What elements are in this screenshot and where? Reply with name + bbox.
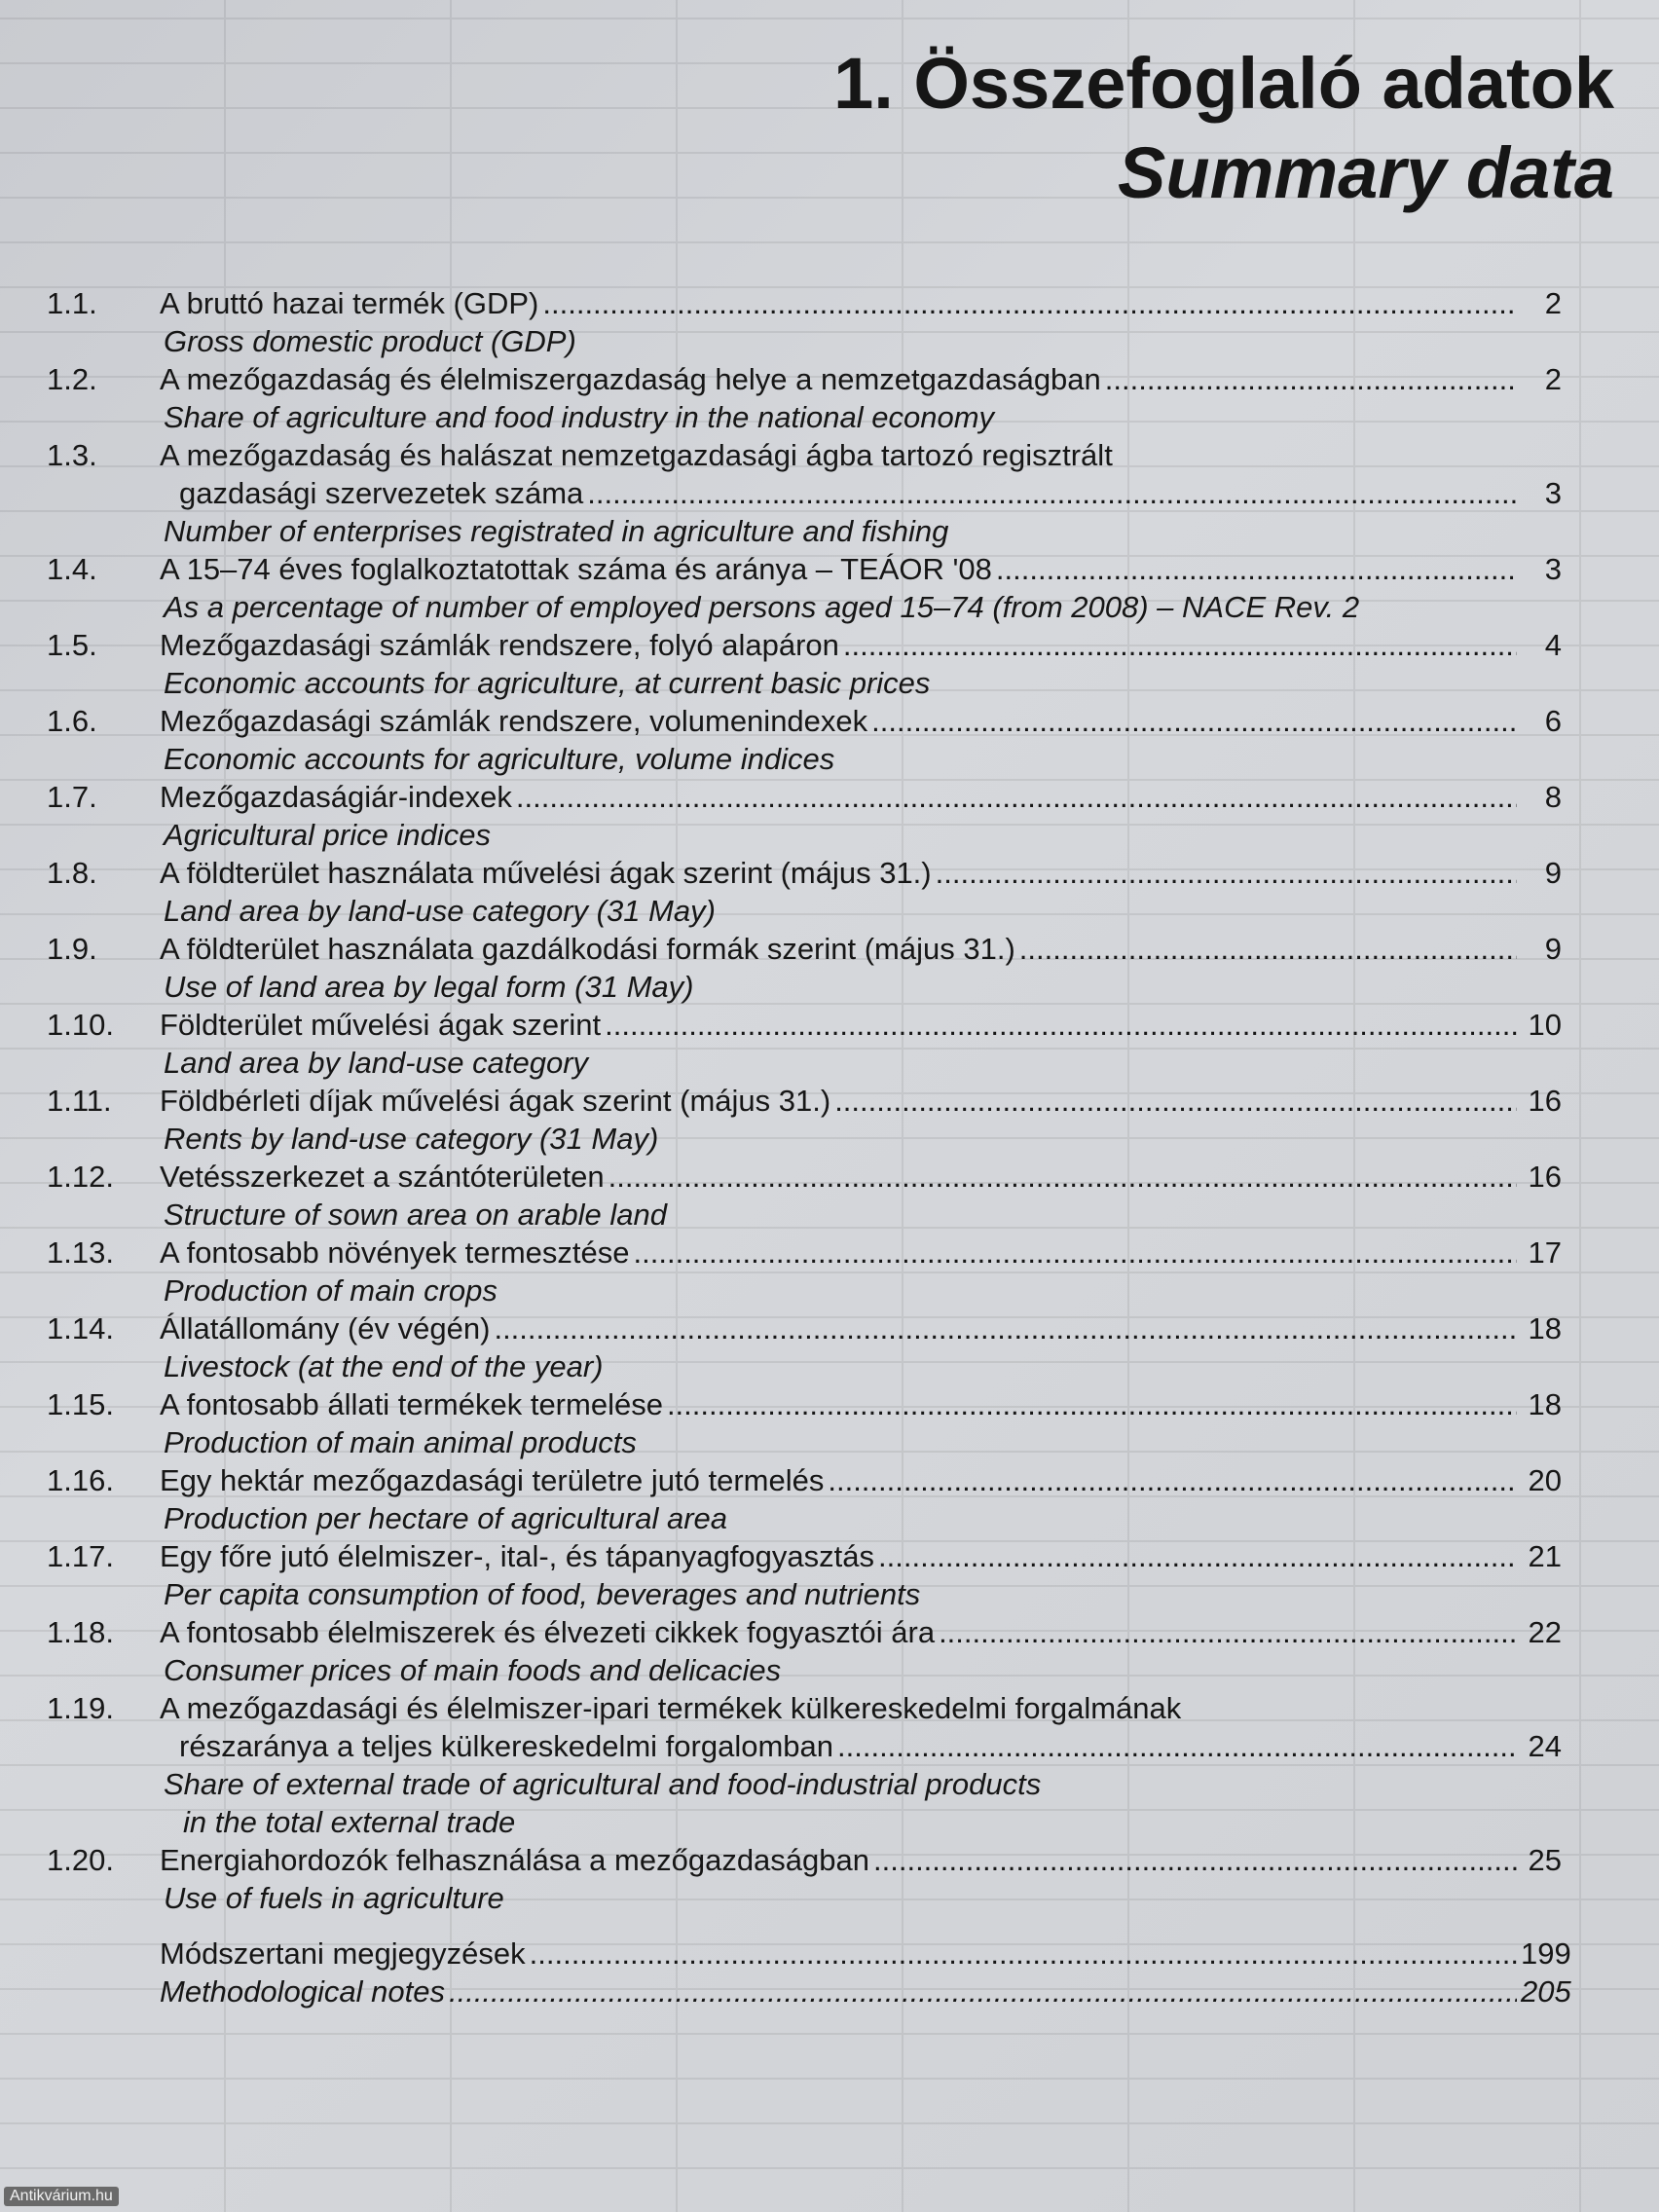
entry-body	[160, 436, 1562, 550]
entry-title-english: Share of external trade of agricultural and food-industrial products	[164, 1767, 1042, 1801]
entry-number: 1.1.	[47, 286, 97, 320]
entry-title-english: Production per hectare of agricultural area	[164, 1501, 727, 1535]
toc-entry[interactable]	[47, 1689, 1562, 1841]
entry-title-english: Consumer prices of main foods and delicacies	[164, 1653, 782, 1687]
page-title-hungarian: 1. Összefoglaló adatok	[833, 43, 1614, 124]
entry-number: 1.11.	[47, 1084, 112, 1118]
entry-body	[160, 1082, 1562, 1158]
entry-title-hungarian	[160, 1613, 1562, 1651]
dot-leader	[494, 1309, 1517, 1347]
dot-leader	[634, 1234, 1517, 1272]
entry-title-hungarian	[160, 626, 1562, 664]
entry-title-hungarian	[160, 1841, 1562, 1879]
entry-title-english: Livestock (at the end of the year)	[164, 1349, 604, 1383]
toc-entry[interactable]	[47, 1082, 1562, 1158]
dot-leader	[587, 474, 1517, 512]
entry-number: 1.18.	[47, 1615, 114, 1649]
entry-title-text: Állatállomány (év végén)	[160, 1311, 491, 1346]
notes-title-english	[160, 1972, 1571, 2010]
entry-title-english: Number of enterprises registrated in agriculture and fishing	[164, 514, 949, 548]
dot-leader	[936, 854, 1517, 892]
entry-title-english: in the total external trade	[183, 1805, 516, 1839]
page-number[interactable]: 24	[1528, 1729, 1562, 1763]
entry-body	[160, 284, 1562, 360]
entry-title-text: Egy hektár mezőgazdasági területre jutó termelés	[160, 1463, 825, 1497]
entry-title-text: Mezőgazdaságiár-indexek	[160, 780, 512, 814]
toc-entry[interactable]	[47, 360, 1562, 436]
entry-title-text: Methodological notes	[160, 1974, 445, 2009]
entry-number: 1.14.	[47, 1311, 114, 1346]
entry-title-text: részaránya a teljes külkereskedelmi forgalomban	[179, 1729, 833, 1763]
entry-number: 1.12.	[47, 1160, 114, 1194]
notes-title-hungarian	[160, 1935, 1571, 1972]
toc-entry[interactable]	[47, 1006, 1562, 1082]
page-number[interactable]: 25	[1528, 1843, 1562, 1877]
entry-title-hungarian	[160, 436, 1562, 474]
page-title-english: Summary data	[1118, 132, 1614, 213]
toc-entry[interactable]	[47, 930, 1562, 1006]
dot-leader	[1105, 360, 1517, 398]
entry-body	[160, 1158, 1562, 1234]
toc-entry[interactable]	[47, 1461, 1562, 1537]
toc-entry[interactable]	[47, 550, 1562, 626]
entry-number: 1.20.	[47, 1843, 114, 1877]
entry-title-text: Vetésszerkezet a szántóterületen	[160, 1160, 605, 1194]
dot-leader	[449, 1972, 1517, 2010]
entry-number: 1.7.	[47, 780, 97, 814]
entry-number: 1.13.	[47, 1235, 114, 1270]
dot-leader	[871, 702, 1517, 740]
entry-number: 1.16.	[47, 1463, 114, 1497]
page-number[interactable]: 18	[1528, 1387, 1562, 1421]
entry-title-english: Production of main animal products	[164, 1425, 637, 1459]
toc-entry[interactable]	[47, 854, 1562, 930]
entry-title-text: Földbérleti díjak művelési ágak szerint (május 31.)	[160, 1084, 831, 1118]
dot-leader	[1019, 930, 1517, 968]
entry-body	[160, 1385, 1562, 1461]
table-of-contents	[47, 284, 1571, 2010]
entry-title-hungarian	[160, 854, 1562, 892]
entry-title-text: A földterület használata művelési ágak szerint (május 31.)	[160, 856, 932, 890]
entry-title-hungarian	[160, 1234, 1562, 1272]
entry-number: 1.3.	[47, 438, 97, 472]
entry-number: 1.10.	[47, 1008, 114, 1042]
entry-title-text: Földterület művelési ágak szerint	[160, 1008, 602, 1042]
entry-number: 1.17.	[47, 1539, 114, 1573]
toc-entry[interactable]	[47, 778, 1562, 854]
entry-title-text: Energiahordozók felhasználása a mezőgazdaságban	[160, 1843, 869, 1877]
entry-title-text: gazdasági szervezetek száma	[179, 476, 584, 510]
page-number[interactable]: 10	[1528, 1008, 1562, 1042]
toc-entry[interactable]	[47, 1841, 1562, 1917]
entry-body	[160, 1935, 1571, 2010]
entry-title-english: As a percentage of number of employed persons aged 15–74 (from 2008) – NACE Rev. 2	[164, 590, 1360, 624]
entry-body	[160, 626, 1562, 702]
entry-title-english: Share of agriculture and food industry in the national economy	[164, 400, 995, 434]
page-number[interactable]: 9	[1544, 856, 1562, 890]
entry-body	[160, 1309, 1562, 1385]
entry-title-english: Gross domestic product (GDP)	[164, 324, 576, 358]
entry-title-english: Economic accounts for agriculture, at current basic prices	[164, 666, 931, 700]
entry-body	[160, 1613, 1562, 1689]
entry-title-english: Land area by land-use category (31 May)	[164, 894, 716, 928]
entry-title-hungarian	[160, 1537, 1562, 1575]
page-number[interactable]: 2	[1544, 286, 1562, 320]
page-number[interactable]: 22	[1528, 1615, 1562, 1649]
entry-title-hungarian	[160, 1385, 1562, 1423]
toc-entry[interactable]	[47, 1613, 1562, 1689]
entry-title-text: A mezőgazdaság és élelmiszergazdaság helye a nemzetgazdaságban	[160, 362, 1101, 396]
dot-leader	[834, 1082, 1517, 1120]
entry-title-text: A 15–74 éves foglalkoztatottak száma és aránya – TEÁOR '08	[160, 552, 992, 586]
toc-entry[interactable]	[47, 1385, 1562, 1461]
entry-title-hungarian	[160, 1082, 1562, 1120]
entry-body	[160, 360, 1562, 436]
page-number[interactable]: 4	[1544, 628, 1562, 662]
page-number[interactable]: 17	[1528, 1235, 1562, 1270]
page-number[interactable]: 8	[1544, 780, 1562, 814]
entry-title-hungarian	[160, 778, 1562, 816]
entry-number: 1.19.	[47, 1691, 114, 1725]
entry-title-text: A bruttó hazai termék (GDP)	[160, 286, 539, 320]
entry-title-text: Egy főre jutó élelmiszer-, ital-, és tápanyagfogyasztás	[160, 1539, 875, 1573]
entry-title-text: Mezőgazdasági számlák rendszere, folyó alapáron	[160, 628, 839, 662]
entry-title-hungarian	[160, 550, 1562, 588]
entry-title-english: Use of fuels in agriculture	[164, 1881, 504, 1915]
entry-title-english: Agricultural price indices	[164, 818, 491, 852]
entry-title-english: Per capita consumption of food, beverages and nutrients	[164, 1577, 921, 1611]
entry-title-english: Land area by land-use category	[164, 1046, 589, 1080]
page-number[interactable]: 16	[1528, 1084, 1562, 1118]
entry-number: 1.15.	[47, 1387, 114, 1421]
entry-title-text: A földterület használata gazdálkodási formák szerint (május 31.)	[160, 932, 1015, 966]
page-number[interactable]: 205	[1521, 1974, 1571, 2009]
entry-number: 1.8.	[47, 856, 97, 890]
toc-entry[interactable]	[47, 1537, 1562, 1613]
entry-title-text: A mezőgazdasági és élelmiszer-ipari termékek külkereskedelmi forgalmának	[160, 1691, 1182, 1725]
entry-title-english: Economic accounts for agriculture, volume indices	[164, 742, 835, 776]
page-number[interactable]: 9	[1544, 932, 1562, 966]
page-number[interactable]: 16	[1528, 1160, 1562, 1194]
dot-leader	[516, 778, 1517, 816]
entry-title-english: Use of land area by legal form (31 May)	[164, 970, 694, 1004]
entry-title-hungarian	[160, 1461, 1562, 1499]
entry-title-hungarian	[160, 1006, 1562, 1044]
dot-leader	[605, 1006, 1517, 1044]
entry-body	[160, 1841, 1562, 1917]
entry-title-text: A fontosabb növények termesztése	[160, 1235, 630, 1270]
dot-leader	[843, 626, 1517, 664]
entry-number: 1.4.	[47, 552, 97, 586]
entry-title-hungarian	[160, 1689, 1562, 1727]
entry-body	[160, 1461, 1562, 1537]
dot-leader	[939, 1613, 1517, 1651]
dot-leader	[837, 1727, 1517, 1765]
page-number[interactable]: 20	[1528, 1463, 1562, 1497]
toc-entry[interactable]	[47, 1309, 1562, 1385]
page-number[interactable]: 21	[1528, 1539, 1562, 1573]
toc-entry[interactable]	[47, 1234, 1562, 1309]
entry-title-text: A mezőgazdaság és halászat nemzetgazdasági ágba tartozó regisztrált	[160, 438, 1113, 472]
entry-title-hungarian	[160, 360, 1562, 398]
entry-body	[160, 930, 1562, 1006]
entry-body	[160, 778, 1562, 854]
toc-entry[interactable]	[47, 626, 1562, 702]
entry-body	[160, 854, 1562, 930]
toc-entry[interactable]	[47, 1158, 1562, 1234]
page-number[interactable]: 3	[1544, 476, 1562, 510]
page-number[interactable]: 18	[1528, 1311, 1562, 1346]
watermark: Antikvárium.hu	[4, 2187, 119, 2206]
entry-number: 1.6.	[47, 704, 97, 738]
entry-title-text: Mezőgazdasági számlák rendszere, volumenindexek	[160, 704, 868, 738]
entry-title-hungarian	[160, 284, 1562, 322]
entry-body	[160, 1006, 1562, 1082]
entry-title-hungarian	[160, 474, 1562, 512]
entry-title-text: A fontosabb élelmiszerek és élvezeti cikkek fogyasztói ára	[160, 1615, 936, 1649]
entry-number: 1.5.	[47, 628, 97, 662]
dot-leader	[878, 1537, 1517, 1575]
dot-leader	[542, 284, 1517, 322]
page-number[interactable]: 6	[1544, 704, 1562, 738]
toc-entry[interactable]	[47, 702, 1562, 778]
dot-leader	[873, 1841, 1517, 1879]
page-number[interactable]: 199	[1521, 1936, 1571, 1971]
methodological-notes-entry[interactable]	[47, 1935, 1571, 2010]
entry-body	[160, 702, 1562, 778]
entry-title-english: Production of main crops	[164, 1273, 498, 1308]
page-number[interactable]: 3	[1544, 552, 1562, 586]
entry-title-text: A fontosabb állati termékek termelése	[160, 1387, 663, 1421]
toc-entry[interactable]	[47, 436, 1562, 550]
entry-title-text: Módszertani megjegyzések	[160, 1936, 526, 1971]
entry-title-hungarian	[160, 1727, 1562, 1765]
entry-title-hungarian	[160, 702, 1562, 740]
entry-title-hungarian	[160, 930, 1562, 968]
dot-leader	[667, 1385, 1517, 1423]
dot-leader	[608, 1158, 1517, 1196]
dot-leader	[530, 1935, 1517, 1972]
entry-number: 1.9.	[47, 932, 97, 966]
entry-body	[160, 1234, 1562, 1309]
entry-body	[160, 550, 1562, 626]
entry-title-hungarian	[160, 1309, 1562, 1347]
entry-title-english: Structure of sown area on arable land	[164, 1198, 667, 1232]
toc-entry[interactable]	[47, 284, 1562, 360]
entry-title-english: Rents by land-use category (31 May)	[164, 1122, 659, 1156]
entry-body	[160, 1537, 1562, 1613]
dot-leader	[996, 550, 1517, 588]
entry-number: 1.2.	[47, 362, 97, 396]
page-title-block	[833, 39, 1614, 218]
entry-title-hungarian	[160, 1158, 1562, 1196]
entry-body	[160, 1689, 1562, 1841]
dot-leader	[828, 1461, 1517, 1499]
page-number[interactable]: 2	[1544, 362, 1562, 396]
